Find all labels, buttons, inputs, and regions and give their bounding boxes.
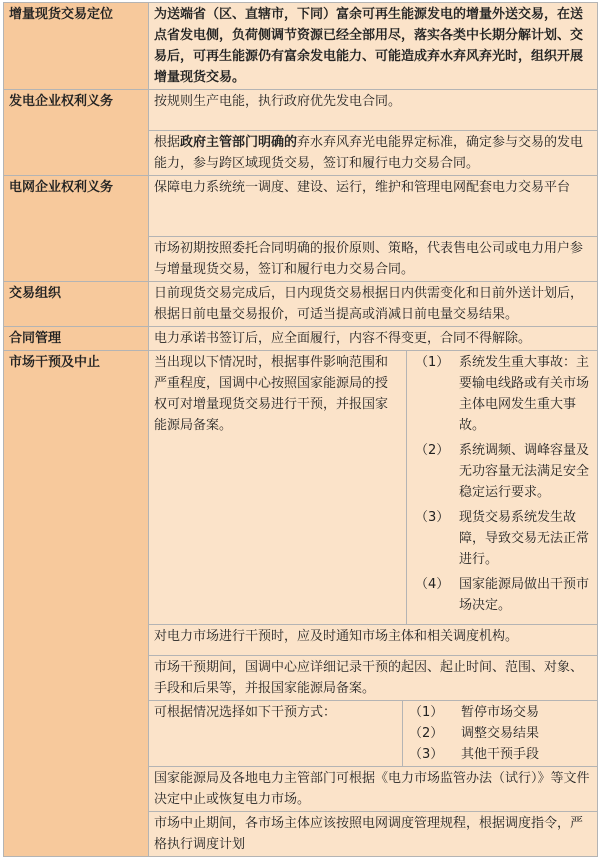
list-item [405, 702, 593, 723]
condition-number: （3） [415, 510, 450, 525]
generator-rights-pre: 根据 [154, 135, 181, 150]
row-label-generator-rights: 发电企业权利义务 [4, 90, 149, 176]
choice-number: （2） [409, 726, 444, 741]
choice-list [403, 701, 597, 766]
condition-text: 国家能源局做出干预市场决定。 [459, 577, 590, 613]
intervention-conditions-cell [149, 351, 598, 625]
row-label-trading-organization: 交易组织 [4, 282, 149, 327]
row-label-positioning: 增量现货交易定位 [4, 3, 149, 90]
market-suspend-period-text: 市场中止期间，各市场主体应该按照电网调度管理规程，根据调度指令，严格执行调度计划 [149, 812, 598, 857]
row-label-grid-rights: 电网企业权利义务 [4, 176, 149, 282]
table-row [4, 3, 598, 90]
intervention-notice: 对电力市场进行干预时，应及时通知市场主体和相关调度机构。 [149, 625, 598, 656]
choice-intro: 可根据情况选择如下干预方式： [149, 701, 403, 766]
generator-rights-text-2 [149, 131, 598, 176]
generator-rights-post: 弃水弃风弃光电能界定标准，确定参与交易的发电能力，参与跨区域现货交易，签订和履行电力交易合同。 [154, 135, 584, 171]
generator-rights-text-1: 按规则生产电能，执行政府优先发电合同。 [149, 90, 598, 131]
intervention-choices-cell [149, 701, 598, 767]
condition-text: 现货交易系统发生故障，导致交易无法正常进行。 [459, 510, 590, 567]
market-suspend-text: 国家能源局及各地电力主管部门可根据《电力市场监管办法（试行）》等文件决定中止或恢复电力市场。 [149, 767, 598, 812]
list-item [409, 352, 593, 436]
grid-rights-text-1: 保障电力系统统一调度、建设、运行，维护和管理电网配套电力交易平台 [149, 176, 598, 237]
intervention-intro: 当出现以下情况时，根据事件影响范围和严重程度，国调中心按照国家能源局的授权可对增量现货交易进行干预，并报国家能源局备案。 [149, 351, 407, 624]
generator-rights-bold: 政府主管部门明确的 [180, 135, 298, 150]
row-label-contract-management: 合同管理 [4, 327, 149, 351]
choice-number: （3） [409, 747, 444, 762]
condition-number: （4） [415, 577, 450, 592]
positioning-text: 为送端省（区、直辖市，下同）富余可再生能源发电的增量外送交易，在送点省发电侧，负荷侧调节资源已经全部用尽，落实各类中长期分解计划、交易后，可再生能源仍有富余发电能力、可能造成弃水弃风弃光时，组织开展增量现货交易。 [149, 3, 598, 90]
list-item [409, 507, 593, 570]
row-label-market-intervention: 市场干预及中止 [4, 351, 149, 857]
list-item [409, 574, 593, 616]
list-item [409, 440, 593, 503]
list-item [405, 723, 593, 744]
table-row [4, 176, 598, 237]
condition-list [407, 351, 597, 624]
condition-text: 系统发生重大事故：主要输电线路或有关市场主体电网发生重大事故。 [459, 355, 590, 433]
choice-text: 其他干预手段 [461, 747, 540, 762]
table-row [4, 327, 598, 351]
condition-text: 系统调频、调峰容量及无功容量无法满足安全稳定运行要求。 [459, 443, 590, 500]
table-row [4, 351, 598, 625]
intervention-record: 市场干预期间，国调中心应详细记录干预的起因、起止时间、范围、对象、手段和后果等，并报国家能源局备案。 [149, 656, 598, 701]
table-row [4, 90, 598, 131]
contract-management-text: 电力承诺书签订后，应全面履行，内容不得变更，合同不得解除。 [149, 327, 598, 351]
table-row [4, 282, 598, 327]
grid-rights-text-2: 市场初期按照委托合同明确的报价原则、策略，代表售电公司或电力用户参与增量现货交易，签订和履行电力交易合同。 [149, 237, 598, 282]
choice-text: 暂停市场交易 [461, 705, 540, 720]
choice-number: （1） [409, 705, 444, 720]
trading-organization-text: 日前现货交易完成后，日内现货交易根据日内供需变化和日前外送计划后，根据日前电量交易报价，可适当提高或消减日前电量交易结果。 [149, 282, 598, 327]
condition-number: （1） [415, 355, 450, 370]
market-rules-table [3, 2, 598, 857]
condition-number: （2） [415, 443, 450, 458]
choice-text: 调整交易结果 [461, 726, 540, 741]
list-item [405, 744, 593, 765]
